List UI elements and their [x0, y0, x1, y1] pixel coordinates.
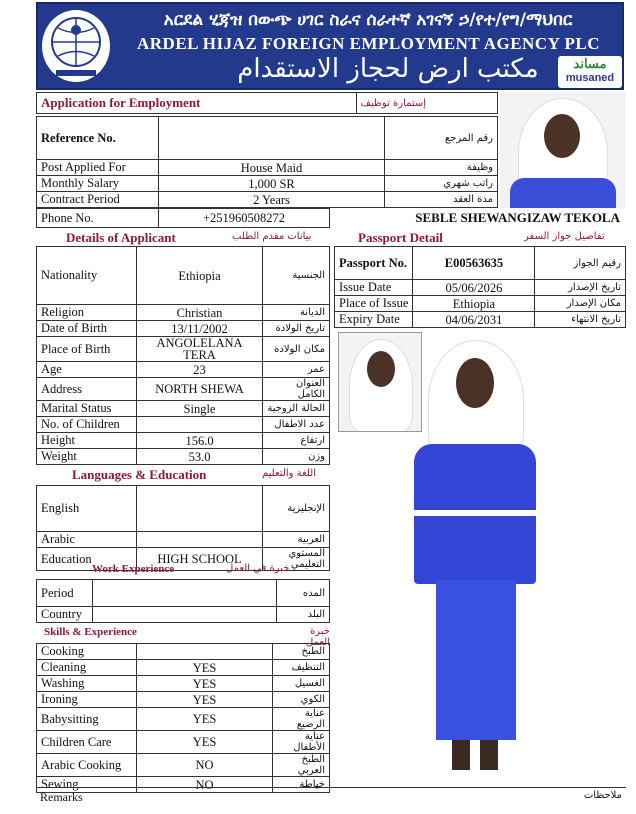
row-value: YES: [137, 660, 273, 676]
row-label: Country: [37, 607, 93, 623]
phone-value: +251960508272: [159, 209, 330, 228]
row-value: [137, 532, 263, 548]
languages-table: [36, 485, 330, 571]
work-header: [36, 561, 330, 579]
header-english: ARDEL HIJAZ FOREIGN EMPLOYMENT AGENCY PLC: [136, 34, 600, 53]
skills-header: [36, 624, 330, 648]
row-label-ar: رقم المرجع: [385, 117, 498, 160]
skills-row: [37, 676, 330, 692]
application-row: [37, 176, 498, 192]
passport-row: [335, 312, 626, 328]
skills-row: [37, 731, 330, 754]
row-label: Address: [37, 378, 137, 401]
row-value: 53.0: [137, 449, 263, 465]
row-label-ar: الحالة الزوجية: [263, 401, 330, 417]
row-value: YES: [137, 676, 273, 692]
applicant-name: SEBLE SHEWANGIZAW TEKOLA: [415, 210, 620, 225]
row-label: Date of Birth: [37, 321, 137, 337]
skills-row: [37, 692, 330, 708]
row-label: English: [37, 486, 137, 532]
row-label: Place of Issue: [335, 296, 413, 312]
row-label-ar: المستوي التعليمي: [263, 548, 330, 571]
details-row: [37, 378, 330, 401]
row-label: Washing: [37, 676, 137, 692]
row-label: Weight: [37, 449, 137, 465]
row-label-ar: الغسيل: [273, 676, 330, 692]
phone-label: Phone No.: [37, 209, 159, 228]
row-label: Ironing: [37, 692, 137, 708]
row-label: Post Applied For: [37, 160, 159, 176]
languages-header: [36, 465, 330, 485]
skills-table: [36, 643, 330, 793]
skills-row: [37, 660, 330, 676]
row-label-ar: الكوي: [273, 692, 330, 708]
row-label-ar: عدد الاطفال: [263, 417, 330, 433]
row-label-ar: مدة العقد: [385, 192, 498, 208]
row-value: E00563635: [413, 247, 535, 280]
row-label-ar: الطبخ العربي: [273, 754, 330, 777]
details-row: [37, 321, 330, 337]
passport-header: [332, 228, 626, 246]
application-row: [37, 160, 498, 176]
row-label-ar: رقيم الجواز: [535, 247, 626, 280]
row-label: Babysitting: [37, 708, 137, 731]
phone-table: [36, 208, 330, 228]
row-value: HIGH SCHOOL: [137, 548, 263, 571]
row-label: Height: [37, 433, 137, 449]
languages-title: Languages & Education: [72, 467, 207, 482]
row-value: [159, 117, 385, 160]
row-value: NO: [137, 754, 273, 777]
row-label: No. of Children: [37, 417, 137, 433]
row-value: [137, 644, 273, 660]
work-title: Work Experience: [92, 563, 175, 575]
passport-row: [335, 296, 626, 312]
passport-row: [335, 280, 626, 296]
skills-row: [37, 754, 330, 777]
row-label-ar: مكان الولادة: [263, 337, 330, 362]
row-label: Issue Date: [335, 280, 413, 296]
row-value: Single: [137, 401, 263, 417]
row-value: YES: [137, 692, 273, 708]
row-label-ar: العربية: [263, 532, 330, 548]
skills-row: [37, 644, 330, 660]
remarks-label-ar: ملاحظات: [583, 790, 622, 801]
row-value: 23: [137, 362, 263, 378]
header-amharic: አርደል ሂጃዝ በውጭ ሀገር ስራና ሰራተኛ አገናኝ ኃ/የተ/የግ/ማህበር: [163, 10, 573, 30]
application-row: [37, 117, 498, 160]
passport-title-ar: تفاصيل جواز السفر: [524, 231, 605, 242]
row-label: Cooking: [37, 644, 137, 660]
row-value: 13/11/2002: [137, 321, 263, 337]
row-label-ar: عمر: [263, 362, 330, 378]
details-row: [37, 247, 330, 305]
row-label-ar: راتب شهري: [385, 176, 498, 192]
row-value: Ethiopia: [413, 296, 535, 312]
agency-logo: [42, 10, 110, 82]
languages-title-ar: اللغة والتعليم: [262, 468, 316, 479]
row-label: Passport No.: [335, 247, 413, 280]
row-label: Monthly Salary: [37, 176, 159, 192]
languages-row: [37, 486, 330, 532]
row-label: Religion: [37, 305, 137, 321]
row-label-ar: الإنجليزية: [263, 486, 330, 532]
row-label-ar: ارتفاع: [263, 433, 330, 449]
remarks-label: Remarks: [40, 790, 83, 804]
row-label-ar: التنظيف: [273, 660, 330, 676]
row-label: Reference No.: [37, 117, 159, 160]
row-label: Period: [37, 580, 93, 607]
row-value: [137, 486, 263, 532]
row-label: Marital Status: [37, 401, 137, 417]
row-value: 04/06/2031: [413, 312, 535, 328]
row-label: Sewing: [37, 777, 137, 793]
row-value: [93, 580, 277, 607]
details-row: [37, 417, 330, 433]
row-label-ar: المده: [277, 580, 330, 607]
row-value: ANGOLELANA TERA: [137, 337, 263, 362]
details-title-ar: بيانات مقدم الطلب: [232, 231, 312, 242]
applicant-full-photo: [410, 340, 540, 780]
application-table: [36, 116, 498, 208]
row-value: [137, 417, 263, 433]
details-title: Details of Applicant: [66, 230, 176, 245]
skills-title: Skills & Experience: [44, 626, 137, 638]
row-label-ar: الطبخ: [273, 644, 330, 660]
work-table: [36, 579, 330, 623]
row-value: NO: [137, 777, 273, 793]
row-label: Age: [37, 362, 137, 378]
row-value: 2 Years: [159, 192, 385, 208]
row-label: Arabic: [37, 532, 137, 548]
row-value: NORTH SHEWA: [137, 378, 263, 401]
row-label-ar: تاريخ الإصدار: [535, 280, 626, 296]
row-value: YES: [137, 731, 273, 754]
row-value: 05/06/2026: [413, 280, 535, 296]
row-value: 1,000 SR: [159, 176, 385, 192]
work-row: [37, 580, 330, 607]
skills-row: [37, 708, 330, 731]
row-label: Expiry Date: [335, 312, 413, 328]
row-label: Arabic Cooking: [37, 754, 137, 777]
work-row: [37, 607, 330, 623]
application-title-table: [36, 92, 498, 114]
row-value: Ethiopia: [137, 247, 263, 305]
applicant-portrait: [500, 92, 626, 208]
details-row: [37, 449, 330, 465]
application-row: [37, 192, 498, 208]
row-label-ar: البلد: [277, 607, 330, 623]
row-label-ar: مكان الإصدار: [535, 296, 626, 312]
row-value: YES: [137, 708, 273, 731]
row-value: House Maid: [159, 160, 385, 176]
row-label: Nationality: [37, 247, 137, 305]
row-label-ar: العنوان الكامل: [263, 378, 330, 401]
row-label-ar: وظيفة: [385, 160, 498, 176]
musaned-logo: مساند musaned: [558, 56, 622, 88]
row-label: Place of Birth: [37, 337, 137, 362]
passport-title: Passport Detail: [358, 230, 443, 245]
row-label-ar: الديانة: [263, 305, 330, 321]
details-row: [37, 362, 330, 378]
row-value: 156.0: [137, 433, 263, 449]
application-title-ar: إستمارة توظيف: [356, 93, 497, 114]
row-label: Cleaning: [37, 660, 137, 676]
row-label-ar: الجنسية: [263, 247, 330, 305]
row-label-ar: خياطة: [273, 777, 330, 793]
details-row: [37, 433, 330, 449]
details-table: [36, 246, 330, 465]
work-title-ar: خبرة في العمل: [226, 563, 290, 574]
row-label-ar: عناية الأطفال: [273, 731, 330, 754]
agency-banner: [36, 2, 624, 90]
row-label: Contract Period: [37, 192, 159, 208]
passport-table: [334, 246, 626, 328]
application-title: Application for Employment: [37, 93, 357, 114]
row-label: Children Care: [37, 731, 137, 754]
details-row: [37, 337, 330, 362]
remarks-row: [36, 787, 626, 814]
details-header: [36, 228, 330, 246]
details-row: [37, 305, 330, 321]
row-label-ar: تاريخ الانتهاء: [535, 312, 626, 328]
row-label: Education: [37, 548, 137, 571]
row-label-ar: تاريخ الولادة: [263, 321, 330, 337]
skills-title-ar: خبرة العمل: [305, 626, 330, 648]
header-arabic: مكتب ارض لحجاز الاستقدام: [237, 54, 539, 84]
row-value: Christian: [137, 305, 263, 321]
row-label-ar: عناية الرضيع: [273, 708, 330, 731]
row-label-ar: وزن: [263, 449, 330, 465]
languages-row: [37, 532, 330, 548]
details-row: [37, 401, 330, 417]
passport-row: [335, 247, 626, 280]
row-value: [93, 607, 277, 623]
